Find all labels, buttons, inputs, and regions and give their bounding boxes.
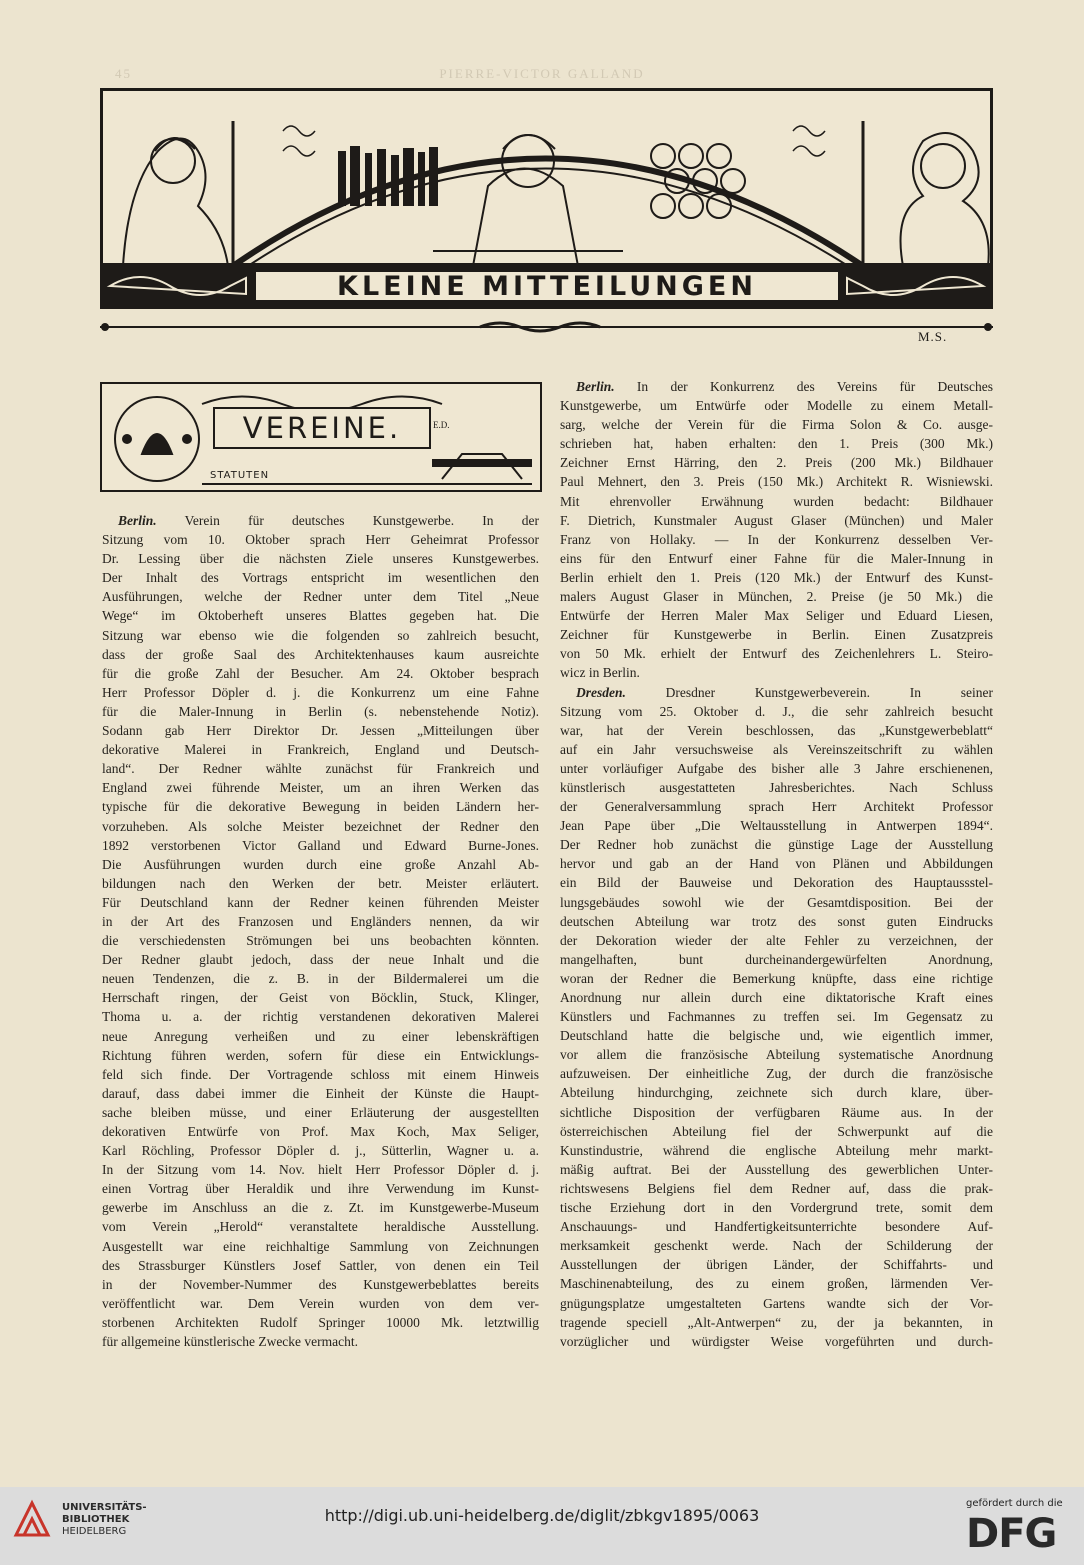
line-text: F. Dietrich, Kunstmaler August Glaser (München) und Maler (560, 512, 993, 528)
text-line (102, 549, 539, 568)
library-name-line2: BIBLIOTHEK (62, 1514, 130, 1525)
text-line (102, 645, 539, 664)
dfg-logo[interactable]: DFG (966, 1511, 1057, 1557)
line-text: für allgemeine künstlerische Zwecke vermacht. (102, 1334, 359, 1350)
line-text: ein Bild der Bauweise und Dekoration des Hauptaussstel- (560, 875, 993, 891)
text-line (102, 1122, 539, 1141)
line-text: Kunstindustrie, während die englische Abteilung mehr markt- (560, 1142, 993, 1158)
text-line (102, 511, 539, 530)
text-line (560, 1179, 993, 1198)
line-text: wicz in Berlin. (560, 665, 640, 681)
line-text: in der November-Nummer des Kunstgewerbeblattes bereits (102, 1276, 539, 1292)
text-line (560, 644, 993, 663)
bleed-through-header (0, 66, 1084, 82)
text-line (560, 912, 993, 931)
line-text: Ausstellungen der übrigen Länder, der Schiffahrts- und (560, 1257, 993, 1273)
text-line (560, 1313, 993, 1332)
text-line (560, 740, 993, 759)
line-text: Karl Röchling, Professor Döpler d. j., Sütterlin, Wagner u. a. (102, 1143, 539, 1159)
header-illustration (100, 88, 993, 288)
line-text: auf ein Jahr versuchsweise als Vereinszeitschrift zu wählen (560, 741, 993, 757)
line-text: Sodann gab Herr Direktor Dr. Jessen „Mitteilungen über (102, 723, 539, 739)
text-line (102, 1332, 539, 1351)
text-line (560, 453, 993, 472)
artist-monogram: M.S. (918, 329, 948, 344)
text-line (102, 1198, 539, 1217)
text-line (102, 1027, 539, 1046)
text-line (560, 1294, 993, 1313)
text-line (102, 836, 539, 855)
text-line (560, 1236, 993, 1255)
text-line (560, 606, 993, 625)
left-column-text (102, 511, 539, 1351)
line-text: In der Sitzung vom 14. Nov. hielt Herr Professor Döpler d. j. (102, 1162, 539, 1178)
text-line (560, 1217, 993, 1236)
text-line (102, 950, 539, 969)
line-text: des Strassburger Künstlers Josef Sattler, von denen ein Teil (102, 1257, 539, 1273)
text-line (102, 759, 539, 778)
city-heading: Berlin. (576, 379, 615, 394)
bleed-through-title: PIERRE-VICTOR GALLAND (439, 66, 645, 81)
line-text: typische für die dekorative Bewegung in beiden Ländern her- (102, 799, 539, 815)
text-line (560, 1122, 993, 1141)
line-text: vom Verein „Herold“ veranstaltete heraldische Ausstellung. (102, 1219, 539, 1235)
library-name-line1: UNIVERSITÄTS- (62, 1502, 147, 1513)
text-line (102, 817, 539, 836)
line-text: Für Deutschland kann der Redner keinen führenden Meister (102, 894, 539, 910)
text-line (102, 1103, 539, 1122)
text-line (560, 1274, 993, 1293)
text-line (560, 1026, 993, 1045)
text-line (560, 1198, 993, 1217)
line-text: Der Redner glaubt jedoch, dass der neue Inhalt und die (102, 952, 539, 968)
text-line (560, 530, 993, 549)
text-line (102, 683, 539, 702)
line-text: in der Art des Franzosen und Engländers nennen, da wir (102, 913, 539, 929)
line-text: Paul Mehnert, den 3. Preis (150 Mk.) Architekt R. Wisniewski. (560, 474, 993, 490)
permalink-url[interactable]: http://digi.ub.uni-heidelberg.de/diglit/zbkgv1895/0063 (324, 1506, 760, 1525)
city-heading: Dresden. (576, 684, 626, 700)
line-text: dekorative Malerei in Frankreich, England und Deutsch- (102, 742, 539, 758)
text-line (102, 1275, 539, 1294)
text-line (560, 721, 993, 740)
text-line (102, 1256, 539, 1275)
line-text: storbenen Architekten Rudolf Springer 10000 Mk. letztwillig (102, 1314, 539, 1330)
text-line (560, 415, 993, 434)
line-text: Maschinenabteilung, des zu einem großen, lärmenden Ver- (560, 1276, 993, 1292)
ornamental-divider (100, 321, 993, 333)
text-line (102, 702, 539, 721)
line-text: schrieben hat, haben erhalten: den 1. Preis (300 Mk.) (560, 436, 993, 452)
line-text: deutschen Abteilung war trotz des sonst guten Eindrucks (560, 913, 993, 929)
line-text: Anschauungs- und Handfertigkeitsunterrichte besondere Auf- (560, 1219, 993, 1235)
line-text: Richtung führen werden, sofern für diese ein Entwicklungs- (102, 1047, 539, 1063)
line-text: sarg, welche der Verein für die Firma Solon & Co. ausge- (560, 417, 993, 433)
text-line (102, 1237, 539, 1256)
line-text: neue Anregung verheißen und zu einer lebenskräftigen (102, 1028, 539, 1044)
funding-caption: gefördert durch die (966, 1498, 1063, 1509)
line-text: Sitzung vom 25. Oktober d. J., die sehr zahlreich besucht (560, 703, 993, 719)
text-line (102, 568, 539, 587)
line-text: 1892 verstorbenen Victor Galland und Edward Burne-Jones. (102, 837, 539, 853)
line-text: Entwürfe der Herren Maler Max Seliger und Eduard Liesen, (560, 608, 993, 624)
line-text: Herrschaft ringen, der Geist von Böcklin, Stuck, Klinger, (102, 990, 539, 1006)
text-line (560, 663, 993, 682)
line-text: sichtliche Disposition der verfügbaren Räume aus. In der (560, 1104, 993, 1120)
text-line (560, 1045, 993, 1064)
line-text: war, hat der Verein beschlossen, das „Kunstgewerbeblatt“ (560, 722, 993, 738)
line-text: Wege“ im Oktoberheft unseres Blattes gegeben hat. Die (102, 608, 539, 624)
vignette-initials: E.D. (433, 420, 450, 430)
line-text: Thoma u. a. der richtig verstandenen dekorativen Malerei (102, 1009, 539, 1025)
text-line (102, 606, 539, 625)
line-text: Berlin erhielt den 1. Preis (120 Mk.) der Entwurf des Kunst- (560, 569, 993, 585)
line-text: merksamkeit geschenkt werde. Nach der Schilderung der (560, 1238, 993, 1254)
line-text: künstlerisch ausgestatteten Jahresberichtes. Nach Schluss (560, 779, 993, 795)
line-text: lungsgebäudes sowohl wie der Gesamtdisposition. Bei der (560, 894, 993, 910)
text-line (560, 893, 993, 912)
text-line (560, 778, 993, 797)
line-text: sache bleiben müsse, und einer Erläuterung der ausgestellten (102, 1104, 539, 1120)
text-line (560, 854, 993, 873)
line-text: Dr. Lessing über die nächsten Ziele unseres Kunstgewerbes. (102, 551, 539, 567)
line-text: richtswesens Belgiens fiel dem Redner auf, dass die prak- (560, 1180, 993, 1196)
text-line (560, 625, 993, 644)
text-line (560, 873, 993, 892)
text-line (560, 396, 993, 415)
text-line (560, 1255, 993, 1274)
text-line (102, 778, 539, 797)
line-text: der Generalversammlung sprach Herr Architekt Professor (560, 799, 993, 815)
text-line (560, 759, 993, 778)
line-text: Sitzung war ebenso wie die folgenden so zahlreich besucht, (102, 627, 539, 643)
text-line (560, 511, 993, 530)
line-text: mäßig auftrat. Bei der Ausstellung des gewerblichen Unter- (560, 1161, 993, 1177)
line-text: Abteilung hindurchging, zeichnete sich durch klare, über- (560, 1085, 993, 1101)
line-text: Anordnung nur allein durch eine diktatorische Kraft eines (560, 990, 993, 1005)
line-text: feld sich finde. Der Vortragende schloss mit einem Hinweis (102, 1066, 539, 1082)
line-text: Mit ehrenvoller Erwähnung wurden bedacht: Bildhauer (560, 493, 993, 509)
text-line (102, 1179, 539, 1198)
text-line (102, 797, 539, 816)
text-line (102, 1046, 539, 1065)
line-text: hervor und gab an der Hand von Plänen und Abbildungen (560, 856, 993, 872)
section-title: VEREINE. (213, 407, 431, 449)
text-line (560, 702, 993, 721)
text-line (102, 988, 539, 1007)
text-line (102, 912, 539, 931)
line-text: der Dekoration wieder der alte Fehler zu verzeichnen, der (560, 932, 993, 948)
text-line (560, 549, 993, 568)
text-line (102, 721, 539, 740)
line-text: aufzuweisen. Der einheitliche Zug, der durch die französische (560, 1066, 993, 1082)
line-text: von 50 Mk. erhielt der Entwurf des Zeichenlehrers L. Steiro- (560, 646, 993, 662)
line-text: bildungen nach den Werken der betr. Meister erläutert. (102, 875, 539, 891)
line-text: Ausgestellt war eine reichhaltige Sammlung von Zeichnungen (102, 1238, 539, 1254)
text-line (560, 1007, 993, 1026)
text-line (560, 683, 993, 702)
text-line (560, 587, 993, 606)
text-line (560, 1332, 993, 1351)
line-text: Franz von Hollaky. — In der Konkurrenz desselben Ver- (560, 531, 993, 547)
text-line (102, 587, 539, 606)
text-line (560, 1103, 993, 1122)
text-line (560, 988, 993, 1007)
text-line (560, 568, 993, 587)
line-text: Deutschland hatte die belgische und, wie eigentlich immer, (560, 1028, 993, 1044)
text-line (560, 931, 993, 950)
line-text: neuen Tendenzen, die z. B. in der Bildermalerei um die (102, 971, 539, 987)
text-line (560, 1064, 993, 1083)
text-line (102, 1007, 539, 1026)
line-text: für die große Zahl der Besucher. Am 24. Oktober besprach (102, 665, 539, 681)
line-text: Zeichner für Kunstgewerbe in Berlin. Einen Zusatzpreis (560, 627, 993, 643)
line-text: mangelhaften, bunt durcheinandergewürfelten Anordnung, (560, 951, 993, 967)
text-line (102, 874, 539, 893)
text-line (560, 1141, 993, 1160)
text-line (102, 1313, 539, 1332)
library-name-line3: HEIDELBERG (62, 1526, 127, 1537)
line-text: England zwei führende Meister, um an ihren Werken das (102, 780, 539, 796)
line-text: einen Vortrag über Heraldik und ihre Verwendung im Kunst- (102, 1181, 539, 1197)
line-text: Künstlers und Fachmannes zu treffen sei. Im Gegensatz zu (560, 1009, 993, 1025)
text-line (560, 472, 993, 491)
line-text: Sitzung vom 10. Oktober sprach Herr Geheimrat Professor (102, 532, 539, 548)
text-line (560, 434, 993, 453)
line-text: dekorativen Entwürfe von Prof. Max Koch, Max Seliger, (102, 1124, 539, 1139)
line-text: Kunstgewerbe, um Entwürfe oder Modelle zu einem Metall- (560, 398, 993, 414)
text-line (102, 893, 539, 912)
line-text: land“. Der Redner wählte zunächst für Frankreich und (102, 761, 539, 777)
line-text: Dresdner Kunstgewerbeverein. In seiner (625, 684, 993, 700)
page-title: KLEINE MITTEILUNGEN (254, 270, 840, 302)
line-text: Verein für deutsches Kunstgewerbe. In der (156, 513, 539, 528)
line-text: unter vorläufiger Aufgabe des bisher alle 3 Jahre erschienenen, (560, 760, 993, 776)
text-line (560, 835, 993, 854)
text-line (102, 969, 539, 988)
text-line (102, 1065, 539, 1084)
line-text: gnügungsplatze umgestalteten Gartens wandte sich der Vor- (560, 1295, 993, 1311)
bleed-through-page-number: 45 (115, 66, 132, 81)
footer-bar (0, 1487, 1084, 1565)
line-text: Zeichner Ernst Härring, den 2. Preis (200 Mk.) Bildhauer (560, 455, 993, 471)
line-text: vorzüglicher und würdigster Weise vorgeführten und durch- (560, 1333, 993, 1349)
text-line (560, 492, 993, 511)
line-text: tragende speciell „Alt-Antwerpen“ zu, der ja bekannten, in (560, 1314, 993, 1330)
scholars-engraving-illustration (103, 91, 993, 288)
line-text: darauf, dass dabei immer die Einheit der Künste die Haupt- (102, 1085, 539, 1101)
text-line (102, 1160, 539, 1179)
line-text: Die Ausführungen wurden durch eine große Anzahl Ab- (102, 856, 539, 872)
text-line (560, 1083, 993, 1102)
line-text: dass der große Saal des Architektenhauses kaum ausreichte (102, 646, 539, 662)
line-text: Herr Professor Döpler d. j. die Konkurrenz um eine Fahne (102, 684, 539, 700)
line-text: gewerbe im Anschluss an die z. Zt. im Kunstgewerbe-Museum (102, 1200, 539, 1216)
text-line (102, 626, 539, 645)
text-line (102, 740, 539, 759)
text-line (102, 1294, 539, 1313)
statuten-label: STATUTEN (210, 470, 270, 481)
text-line (560, 969, 993, 988)
text-line (102, 855, 539, 874)
text-line (102, 664, 539, 683)
right-column-text (560, 377, 993, 1351)
line-text: vorzuheben. Als solche Meister bezeichnet der Redner den (102, 818, 539, 834)
line-text: Der Inhalt des Vortrags entspricht im wesentlichen den (102, 570, 539, 586)
text-line (102, 931, 539, 950)
line-text: Jean Pape über „Die Weltausstellung in Antwerpen 1894“. (560, 818, 993, 834)
text-line (560, 797, 993, 816)
text-line (560, 816, 993, 835)
line-text: Der Redner hob zunächst die günstige Lage der Ausstellung (560, 837, 993, 853)
text-line (102, 1217, 539, 1236)
text-line (560, 1160, 993, 1179)
line-text: malers August Glaser in München, 2. Preise (je 50 Mk.) die (560, 589, 993, 605)
text-line (102, 1141, 539, 1160)
line-text: österreichischen Abteilung fiel der Schwerpunkt auf die (560, 1123, 993, 1139)
line-text: In der Konkurrenz des Vereins für Deutsches (614, 379, 993, 394)
line-text: Ausführungen, welche der Redner unter dem Titel „Neue (102, 589, 539, 605)
text-line (102, 530, 539, 549)
line-text: woran der Redner die Bemerkung knüpfte, dass eine richtige (560, 970, 993, 986)
text-line (102, 1084, 539, 1103)
text-line (560, 377, 993, 396)
line-text: tische Erziehung dort in den Vordergrund trete, somit dem (560, 1200, 993, 1216)
line-text: die verschiedensten Strömungen bei uns beobachten könnten. (102, 933, 539, 949)
city-heading: Berlin. (118, 513, 157, 528)
line-text: vor allem die französische Abteilung systematische Anordnung (560, 1047, 993, 1063)
text-line (560, 950, 993, 969)
line-text: veröffentlicht war. Dem Verein wurden von dem ver- (102, 1295, 539, 1311)
line-text: für die Maler-Innung in Berlin (s. nebenstehende Notiz). (102, 703, 539, 719)
line-text: eins für den Entwurf einer Fahne für die Maler-Innung in (560, 550, 993, 566)
